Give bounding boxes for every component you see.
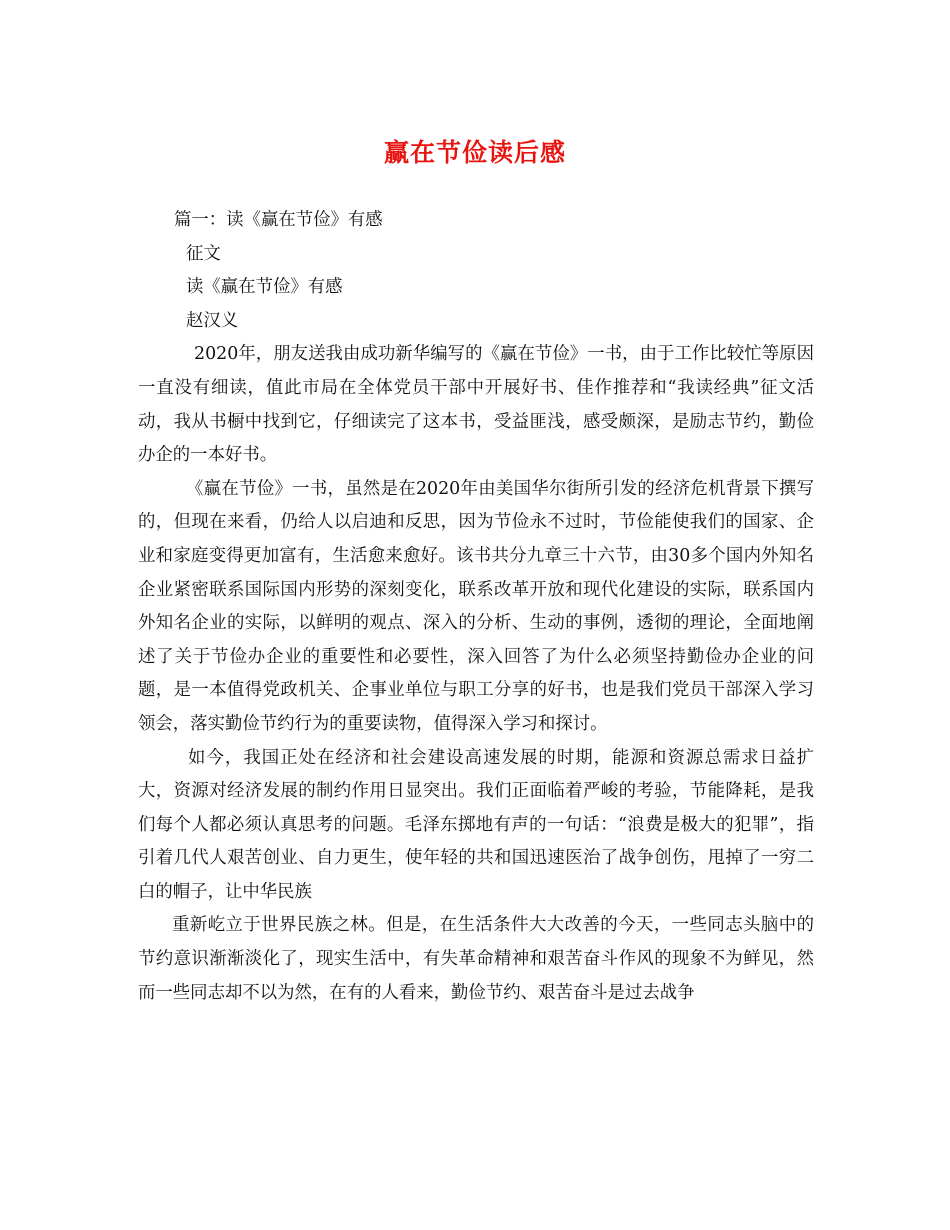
- essay-category: 征文: [186, 243, 221, 264]
- paragraph: 重新屹立于世界民族之林。但是，在生活条件大大改善的今天，一些同志头脑中的节约意识渐渐淡化了，现实生活中，有失革命精神和艰苦奋斗作风的现象不为鲜见，然而一些同志却不以为然，在有的人看来，勤俭节约、艰苦奋斗是过去战争: [138, 915, 814, 1003]
- essay-title: 读《赢在节俭》有感: [186, 277, 343, 298]
- paragraph: 《赢在节俭》一书，虽然是在2020年由美国华尔街所引发的经济危机背景下撰写的，但现在来看，仍给人以启迪和反思，因为节俭永不过时，节俭能使我们的国家、企业和家庭变得更加富有，生活愈来愈好。该书共分九章三十六节，由30多个国内外知名企业紧密联系国际国内形势的深刻变化，联系改革开放和现代化建设的实际，联系国内外知名企业的实际，以鲜明的观点、深入的分析、生动的事例，透彻的理论，全面地阐述了关于节俭办企业的重要性和必要性，深入回答了为什么必须坚持勤俭办企业的问题，是一本值得党政机关、企事业单位与职工分享的好书，也是我们党员干部深入学习领会，落实勤俭节约行为的重要读物，值得深入学习和探讨。: [138, 478, 814, 734]
- paragraph: 如今，我国正处在经济和社会建设高速发展的时期，能源和资源总需求日益扩大，资源对经济发展的制约作用日显突出。我们正面临着严峻的考验，节能降耗，是我们每个人都必须认真思考的问题。毛泽东掷地有声的一句话：“浪费是极大的犯罪”，指引着几代人艰苦创业、自力更生，使年轻的共和国迅速医治了战争创伤，甩掉了一穷二白的帽子，让中华民族: [138, 747, 814, 902]
- document-title: 赢在节俭读后感: [383, 138, 566, 167]
- document-body: [138, 204, 814, 1010]
- section-heading: 篇一：读《赢在节俭》有感: [174, 210, 383, 230]
- paragraph: 2020年，朋友送我由成功新华编写的《赢在节俭》一书，由于工作比较忙等原因一直没有细读，值此市局在全体党员干部中开展好书、佳作推荐和“我读经典”征文活动，我从书橱中找到它，仔细读完了这本书，受益匪浅，感受颇深，是励志节约，勤俭办企的一本好书。: [138, 344, 814, 466]
- essay-author: 赵汉义: [186, 310, 239, 331]
